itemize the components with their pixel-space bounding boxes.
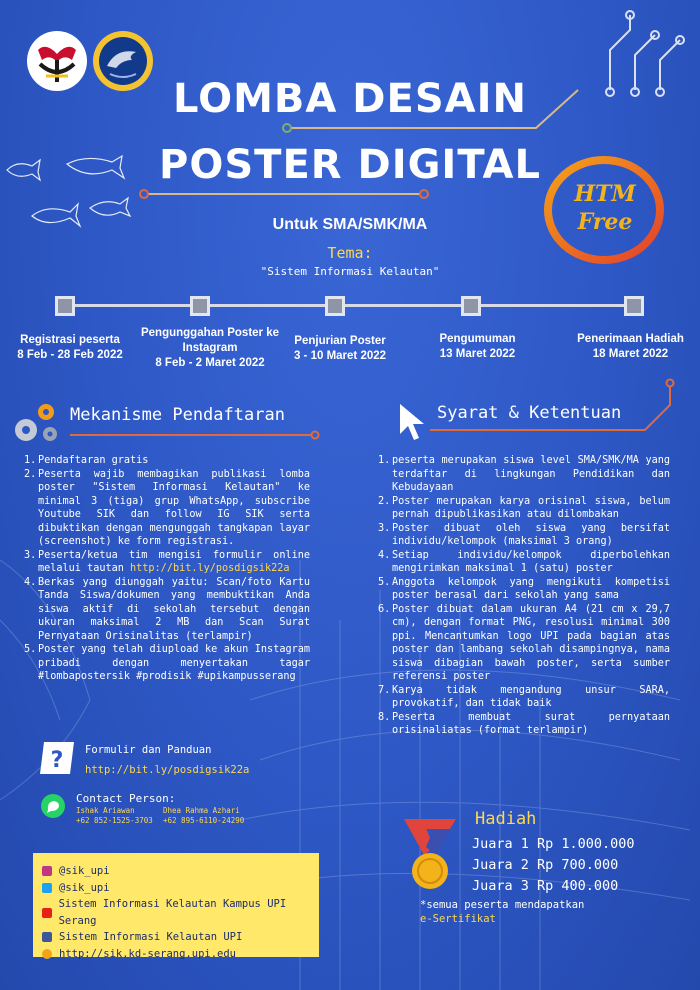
timeline-step-label: Penjurian Poster [294, 335, 386, 347]
medal-icon [400, 815, 460, 895]
htm-line-1: HTM [574, 181, 636, 207]
list-item: 1. Pendaftaran gratis [24, 455, 149, 466]
timeline-step [280, 334, 400, 364]
prize-list [472, 834, 635, 897]
timeline-step-date: 18 Maret 2022 [592, 348, 669, 360]
timeline-step-label: Pengunggahan Poster ke Instagram [140, 327, 280, 354]
cursor-icon [398, 402, 428, 442]
timeline-step-label: Registrasi peserta [20, 334, 120, 346]
prize-item: Juara 1 Rp 1.000.000 [472, 836, 635, 852]
timeline-step-date: 13 Maret 2022 [439, 348, 516, 360]
tema-value: "Sistem Informasi Kelautan" [260, 265, 440, 278]
timeline-node [55, 296, 75, 316]
prize-note-certificate: e-Sertifikat [420, 913, 496, 925]
title-line-1: LOMBA DESAIN [173, 76, 527, 122]
list-item: 3. Peserta/ketua tim mengisi formulir online melalui tautan http://bit.ly/posdigsik22a [24, 549, 310, 574]
hadiah-title: Hadiah [475, 809, 537, 829]
gear-icon [12, 400, 64, 446]
timeline-step-label: Penerimaan Hadiah [577, 333, 684, 345]
facebook-icon [42, 932, 52, 942]
contact-label: Contact Person: [76, 792, 176, 805]
timeline-step [140, 326, 280, 371]
list-item: 4. Setiap individu/kelompok diperbolehkan mengirimkan maksimal 1 (satu) poster [378, 549, 670, 574]
timeline-node [325, 296, 345, 316]
social-item-website[interactable]: http://sik.kd-serang.upi.edu [42, 946, 319, 963]
formulir-label: Formulir dan Panduan [85, 744, 212, 756]
htm-badge-text [550, 180, 660, 236]
help-icon [38, 740, 76, 776]
prize-item: Juara 3 Rp 400.000 [472, 878, 619, 894]
timeline-step-label: Pengumuman [439, 333, 516, 345]
subtitle: Untuk SMA/SMK/MA [272, 216, 428, 233]
list-item: 4. Berkas yang diunggah yaitu: Scan/foto Kartu Tanda Siswa/dokumen yang membuktikan Anda siswa aktif di sekolah tersebut dengan ukuran maksimal 2 MB dan Scan Surat Pernyataan Orisinalitas (terlampir) [24, 576, 310, 642]
timeline-step-date: 8 Feb - 28 Feb 2022 [17, 349, 123, 361]
timeline-step [5, 333, 135, 363]
mekanisme-underline [70, 430, 320, 442]
list-item: 7. Karya tidak mengandung unsur SARA, provokatif, dan tidak baik [378, 684, 670, 709]
timeline-step-date: 8 Feb - 2 Maret 2022 [155, 357, 265, 369]
syarat-list [378, 454, 670, 738]
instagram-icon [42, 866, 52, 876]
prize-item: Juara 2 Rp 700.000 [472, 857, 619, 873]
list-item: 5. Poster yang telah diupload ke akun Instagram pribadi dengan menyertakan tagar #lombapostersik #prodisik #upikampusserang [24, 644, 310, 682]
tema-label: Tema: [327, 244, 373, 262]
prize-note-text: *semua peserta mendapatkan [420, 899, 585, 911]
social-media-box [33, 853, 319, 960]
whatsapp-icon [40, 793, 66, 819]
mekanisme-title: Mekanisme Pendaftaran [70, 405, 285, 425]
youtube-icon [42, 908, 52, 918]
contact-name: Dhea Rahma Azhari [163, 806, 240, 815]
timeline-step [563, 332, 698, 362]
timeline-node [461, 296, 481, 316]
syarat-title: Syarat & Ketentuan [437, 403, 622, 423]
list-item: 5. Anggota kelompok yang mengikuti kompetisi poster berasal dari sekolah yang sama [378, 576, 670, 601]
list-item: 3. Poster dibuat oleh siswa yang bersifat individu/kelompok (maksimal 3 orang) [378, 522, 670, 547]
prize-note [420, 898, 584, 926]
twitter-icon [42, 883, 52, 893]
social-item-twitter[interactable]: @sik_upi [42, 880, 319, 897]
title-line-2: POSTER DIGITAL [159, 142, 541, 188]
timeline-step [420, 332, 535, 362]
registration-link[interactable]: http://bit.ly/posdigsik22a [130, 563, 290, 574]
social-item-facebook[interactable]: Sistem Informasi Kelautan UPI [42, 929, 319, 946]
list-item: 1. peserta merupakan siswa level SMA/SMK/MA yang terdaftar di lingkungan Pendidikan dan Kebudayaan [378, 455, 670, 493]
contact-person [76, 806, 153, 826]
contact-name: Ishak Ariawan [76, 806, 135, 815]
timeline-node [190, 296, 210, 316]
social-item-youtube[interactable]: Sistem Informasi Kelautan Kampus UPI Serang [42, 896, 319, 929]
htm-line-2: Free [577, 209, 633, 235]
contact-phone: +62 895-6110-24290 [163, 816, 245, 825]
svg-text:?: ? [50, 748, 64, 773]
contact-phone: +62 852-1525-3703 [76, 816, 153, 825]
globe-icon [42, 949, 52, 959]
list-item: 6. Poster dibuat dalam ukuran A4 (21 cm x 29,7 cm), dengan format PNG, resolusi minimal 300 ppi. Mencantumkan logo UPI pada bagian atas poster dan lambang sekolah disampingnya, nama siswa dibagian bawah poster, serta sumber referensi poster [378, 603, 670, 682]
formulir-link[interactable]: http://bit.ly/posdigsik22a [85, 764, 250, 776]
mekanisme-list [24, 454, 310, 684]
syarat-underline [430, 375, 680, 435]
list-item: 8. Peserta membuat surat pernyataan orisinaliatas (format terlampir) [378, 711, 670, 736]
timeline-step-date: 3 - 10 Maret 2022 [293, 350, 387, 362]
contact-person [163, 806, 244, 826]
timeline-node [624, 296, 644, 316]
list-item: 2. Poster merupakan karya orisinal siswa, belum pernah dipublikasikan atau dilombakan [378, 495, 670, 520]
social-item-instagram[interactable]: @sik_upi [42, 863, 319, 880]
social-list [33, 853, 319, 962]
list-item: 2. Peserta wajib membagikan publikasi lomba poster "Sistem Informasi Kelautan" ke minimal 3 (tiga) grup WhatsApp, subscribe Youtube SIK dan follow IG SIK serta dibuktikan dengan mengunggah tangkapan layar (screenshot) ke form registrasi. [24, 468, 310, 547]
timeline-line [62, 304, 634, 307]
